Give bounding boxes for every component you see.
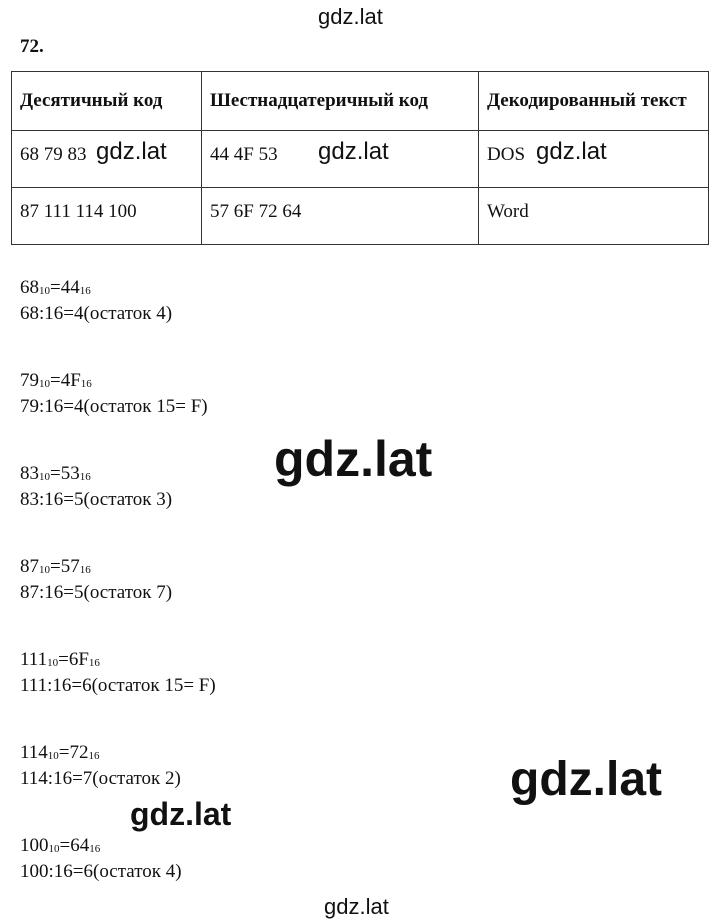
- equals-sign: =: [50, 463, 61, 484]
- conversion-equation: [20, 276, 172, 302]
- watermark: gdz.lat: [510, 753, 662, 806]
- base-subscript: 16: [88, 657, 100, 669]
- base-subscript: 16: [80, 378, 92, 390]
- equals-sign: =: [50, 370, 61, 391]
- decimal-number: 100: [20, 835, 49, 856]
- calculation-block: [20, 462, 172, 511]
- watermark: gdz.lat: [96, 138, 167, 165]
- hex-number: 53: [60, 463, 80, 484]
- base-subscript: 10: [48, 843, 60, 855]
- calculation-block: [20, 555, 172, 604]
- division-line: 100:16=6(остаток 4): [20, 861, 182, 882]
- table-row: [12, 188, 709, 245]
- base-subscript: 16: [89, 843, 101, 855]
- decimal-number: 114: [20, 742, 48, 763]
- equals-sign: =: [59, 835, 71, 856]
- hex-number: 44: [60, 277, 80, 298]
- calculation-block: [20, 648, 216, 697]
- watermark: gdz.lat: [536, 138, 607, 165]
- watermark: gdz.lat: [318, 138, 389, 165]
- decimal-number: 68: [20, 277, 39, 298]
- decimal-number: 111: [20, 649, 48, 670]
- calculation-block: [20, 741, 181, 790]
- hex-number: 4F: [60, 370, 81, 391]
- hex-number: 57: [60, 556, 80, 577]
- base-subscript: 10: [39, 471, 50, 483]
- table-cell: 57 6F 72 64: [202, 188, 479, 245]
- base-subscript: 16: [88, 750, 100, 762]
- equals-sign: =: [50, 277, 61, 298]
- division-line: 83:16=5(остаток 3): [20, 489, 173, 510]
- hex-number: 72: [69, 742, 89, 763]
- conversion-equation: [20, 648, 216, 674]
- division-line: 68:16=4(остаток 4): [20, 303, 173, 324]
- conversion-equation: [20, 834, 182, 860]
- table-cell: 87 111 114 100: [12, 188, 202, 245]
- task-number: 72.: [20, 36, 44, 57]
- base-subscript: 16: [79, 564, 91, 576]
- decimal-number: 79: [20, 370, 39, 391]
- table-cell: Word: [479, 188, 709, 245]
- hex-number: 64: [70, 835, 90, 856]
- table-cell: 44 4F 53: [202, 131, 479, 188]
- base-subscript: 10: [47, 750, 59, 762]
- table-cell: 68 79 83: [12, 131, 202, 188]
- base-subscript: 10: [39, 378, 50, 390]
- watermark: gdz.lat: [130, 796, 232, 832]
- division-line: 87:16=5(остаток 7): [20, 582, 173, 603]
- base-subscript: 16: [79, 471, 91, 483]
- division-line: 111:16=6(остаток 15= F): [20, 675, 216, 696]
- table-cell: DOS: [479, 131, 709, 188]
- table-header-cell: Декодированный текст: [479, 72, 709, 131]
- table-header-row: [12, 72, 709, 131]
- conversion-equation: [20, 462, 172, 488]
- watermark: gdz.lat: [274, 431, 433, 487]
- watermark: gdz.lat: [324, 894, 389, 919]
- table-header-cell: Шестнадцатеричный код: [202, 72, 479, 131]
- base-subscript: 10: [39, 285, 50, 297]
- calculation-block: [20, 276, 172, 325]
- hex-number: 6F: [68, 649, 89, 670]
- base-subscript: 10: [39, 564, 50, 576]
- table-header-cell: Десятичный код: [12, 72, 202, 131]
- base-subscript: 10: [47, 657, 59, 669]
- division-line: 79:16=4(остаток 15= F): [20, 396, 208, 417]
- decimal-number: 87: [20, 556, 39, 577]
- calculation-block: [20, 834, 182, 883]
- conversion-equation: [20, 369, 208, 395]
- equals-sign: =: [58, 742, 70, 763]
- equals-sign: =: [50, 556, 61, 577]
- watermark: gdz.lat: [318, 4, 383, 29]
- equals-sign: =: [58, 649, 69, 670]
- calculation-block: [20, 369, 208, 418]
- conversion-equation: [20, 741, 181, 767]
- division-line: 114:16=7(остаток 2): [20, 768, 181, 789]
- decimal-number: 83: [20, 463, 39, 484]
- conversion-equation: [20, 555, 172, 581]
- base-subscript: 16: [79, 285, 91, 297]
